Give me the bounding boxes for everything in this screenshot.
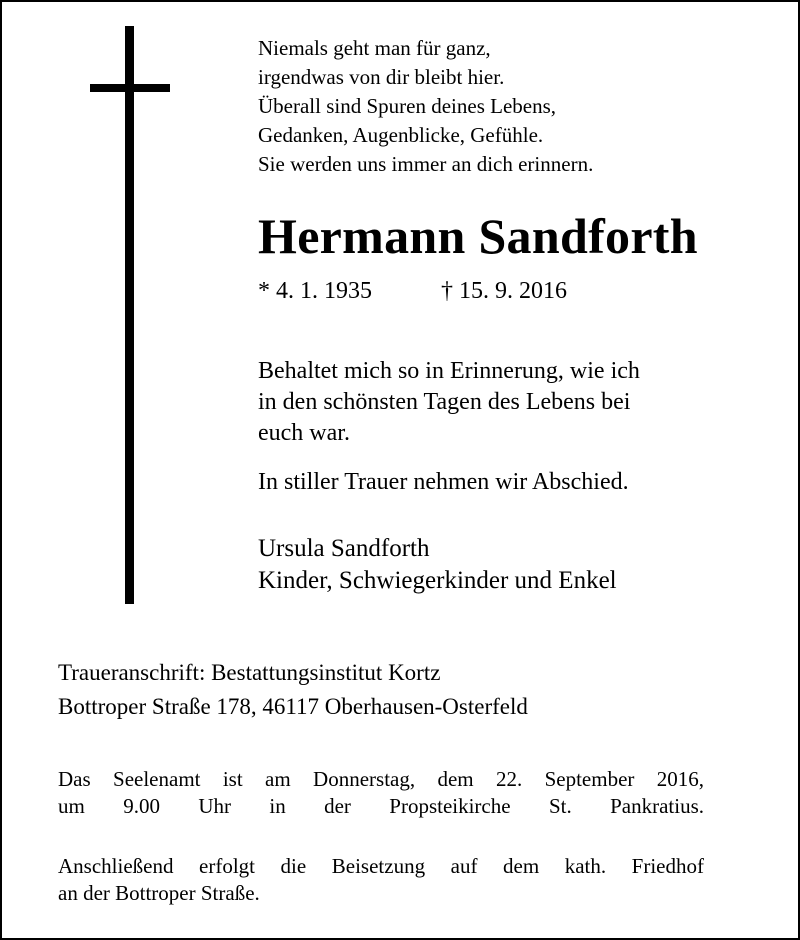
mourner-line: Kinder, Schwiegerkinder und Enkel: [258, 567, 617, 594]
service-info: [58, 766, 704, 820]
poem-line: Sie werden uns immer an dich erinnern.: [258, 152, 594, 176]
deceased-name: Hermann Sandforth: [258, 208, 698, 264]
life-dates: [258, 276, 567, 306]
cross-vertical-bar: [125, 26, 134, 604]
address-line: Bottroper Straße 178, 46117 Oberhausen-Osterfeld: [58, 694, 528, 719]
poem-line: Gedanken, Augenblicke, Gefühle.: [258, 123, 544, 147]
service-line: um 9.00 Uhr in der Propsteikirche St. Pankratius.: [58, 794, 704, 818]
poem-line: irgendwas von dir bleibt hier.: [258, 65, 505, 89]
death-date: † 15. 9. 2016: [441, 278, 567, 304]
burial-line: Anschließend erfolgt die Beisetzung auf dem kath. Friedhof: [58, 854, 704, 878]
service-line: Das Seelenamt ist am Donnerstag, dem 22. September 2016,: [58, 767, 704, 791]
quote-line: in den schönsten Tagen des Lebens bei: [258, 389, 631, 415]
address-line: Traueranschrift: Bestattungsinstitut Kortz: [58, 660, 441, 685]
poem-line: Niemals geht man für ganz,: [258, 36, 491, 60]
quote-line: euch war.: [258, 420, 350, 446]
poem-line: Überall sind Spuren deines Lebens,: [258, 94, 557, 118]
memorial-quote: [258, 356, 640, 449]
mourning-address: [58, 656, 528, 724]
mourners: [258, 533, 617, 597]
quote-line: Behaltet mich so in Erinnerung, wie ich: [258, 358, 640, 384]
poem: [258, 34, 593, 179]
burial-line: an der Bottroper Straße.: [58, 881, 260, 905]
birth-date: * 4. 1. 1935: [258, 278, 372, 304]
cross-horizontal-bar: [90, 84, 170, 92]
mourner-line: Ursula Sandforth: [258, 535, 430, 562]
farewell-text: In stiller Trauer nehmen wir Abschied.: [258, 469, 629, 495]
burial-info: [58, 853, 704, 907]
